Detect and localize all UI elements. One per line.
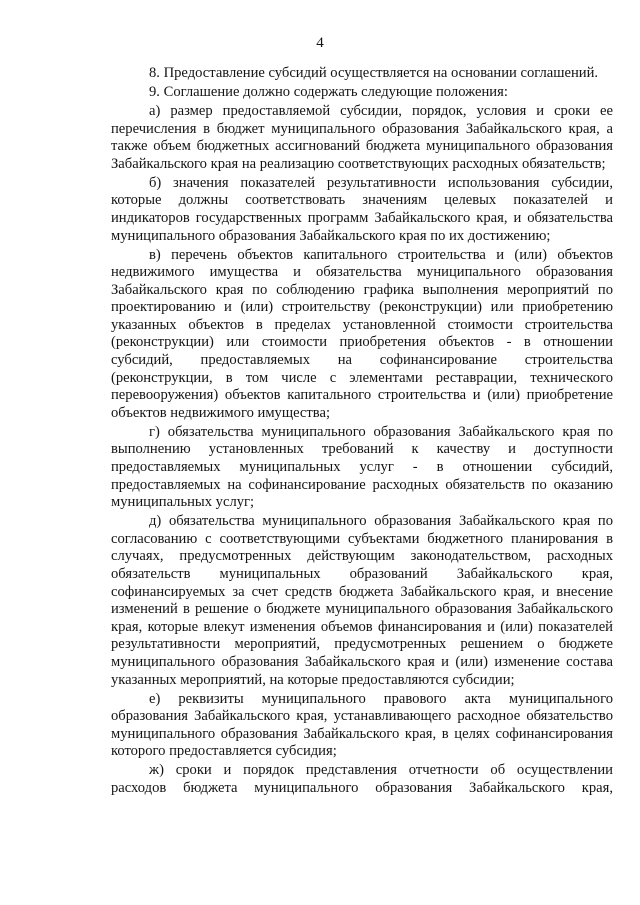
paragraph-8: 8. Предоставление субсидий осуществляется на основании соглашений. <box>149 65 599 81</box>
clause-a: а) размер предоставляемой субсидии, порядок, условия и сроки ее перечисления в бюджет муниципального образования Забайкальского края, а также объем бюджетных ассигнований бюджета муниципального образования Забайкальского края на реализацию соответствующих расходных обязательств; <box>111 102 613 172</box>
document-body <box>111 65 613 799</box>
clause-v: в) перечень объектов капитального строительства и (или) объектов недвижимого имущества и обязательства муниципального образования Забайкальского края по соблюдению графика выполнения мероприятий по проектированию и (или) строительству (реконструкции) или приобретению указанных объектов в пределах установленной стоимости строительства (реконструкции) или стоимости приобретения объектов - в отношении субсидий, предоставляемых на софинансирование строительства (реконструкции, в том числе с элементами реставрации, технического перевооружения) объектов капитального строительства и (или) приобретение объектов недвижимого имущества; <box>111 246 613 421</box>
clause-e: е) реквизиты муниципального правового акта муниципального образования Забайкальского края, устанавливающего расходное обязательство муниципального образования Забайкальского края, в целях софинансирования которого предоставляется субсидия; <box>111 690 613 760</box>
clause-zh: ж) сроки и порядок представления отчетности об осуществлении расходов бюджета муниципального образования Забайкальского края, <box>111 762 613 796</box>
clause-d: д) обязательства муниципального образования Забайкальского края по согласованию с соответствующими субъектами бюджетного планирования в случаях, предусмотренных действующим законодательством, расходных обязательств муниципальных образований Забайкальского края, софинансируемых за счет средств бюджета Забайкальского края, и внесение изменений в решение о бюджете муниципального образования Забайкальского края, которые влекут изменения объемов финансирования и (или) показателей результативности мероприятий, предусмотренных решением о бюджете муниципального образования Забайкальского края и (или) изменение состава указанных мероприятий, на которые предоставляются субсидии; <box>111 513 613 688</box>
clause-b: б) значения показателей результативности использования субсидии, которые должны соответствовать значениям целевых показателей и индикаторов государственных программ Забайкальского края, и обязательства муниципального образования Забайкальского края по их достижению; <box>111 174 613 244</box>
paragraph-9: 9. Соглашение должно содержать следующие положения: <box>149 83 508 100</box>
page-number: 4 <box>316 35 324 51</box>
clause-g: г) обязательства муниципального образования Забайкальского края по выполнению установленных требований к качеству и доступности предоставляемых муниципальных услуг - в отношении субсидий, предоставляемых на софинансирование расходных обязательств по оказанию муниципальных услуг; <box>111 423 613 511</box>
